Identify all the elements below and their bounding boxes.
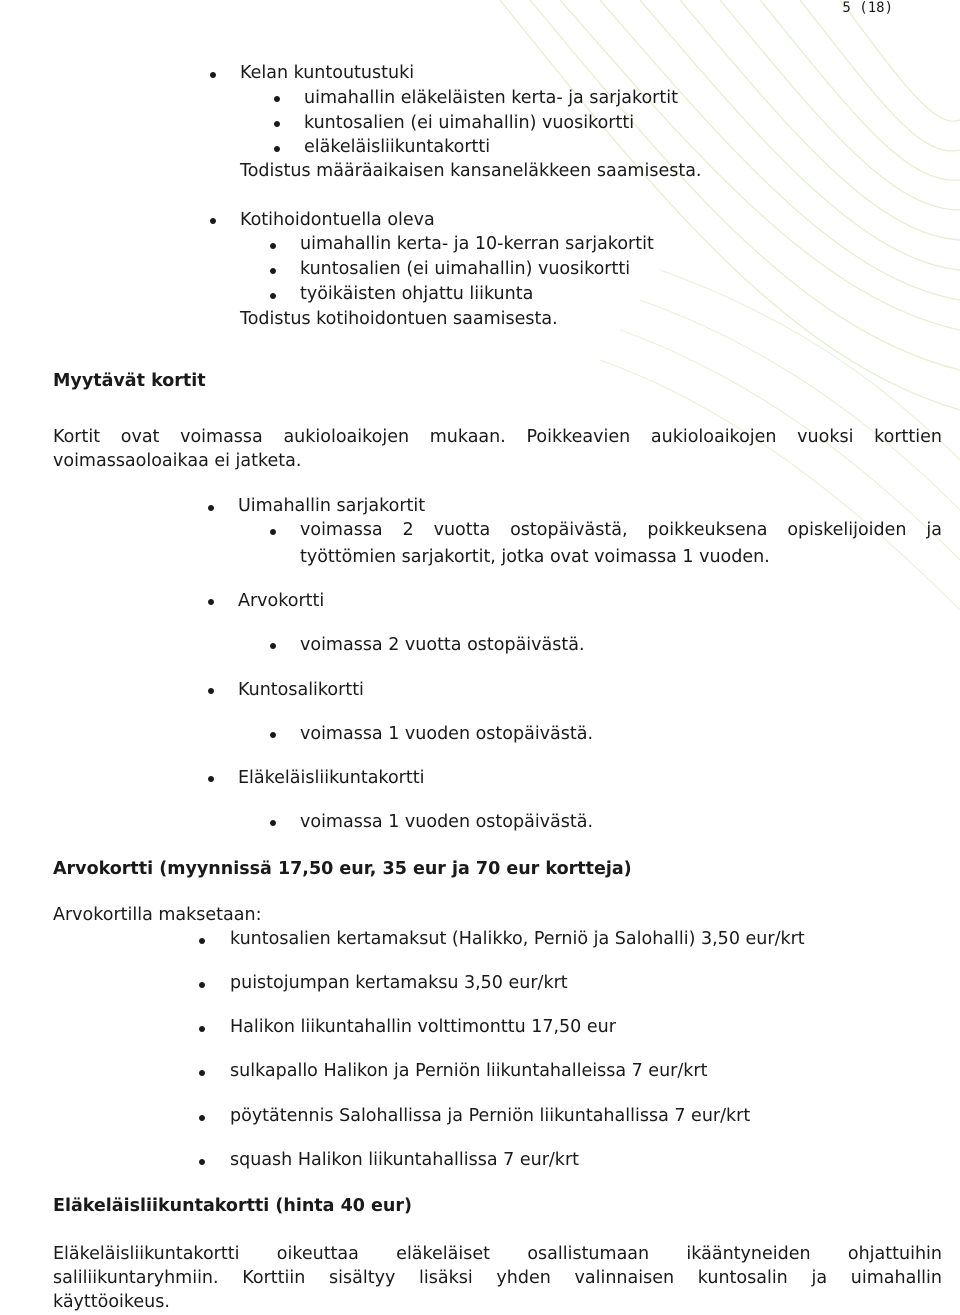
bullet-icon: [274, 96, 280, 102]
elake-item: voimassa 1 vuoden ostopäivästä.: [300, 812, 594, 832]
arvokortti-item: puistojumpan kertamaksu 3,50 eur/krt: [230, 973, 568, 993]
bullet-icon: [199, 1026, 205, 1032]
bullet-icon: [270, 643, 276, 649]
bullet-icon: [270, 268, 276, 274]
uima-line1: voimassa 2 vuotta ostopäivästä, poikkeuksena opiskelijoiden ja: [300, 520, 942, 540]
bullet-icon: [208, 505, 214, 511]
kela-note: Todistus määräaikaisen kansaneläkkeen saamisesta.: [240, 161, 702, 181]
koti-note: Todistus kotihoidontuen saamisesta.: [240, 309, 558, 329]
bullet-icon: [270, 243, 276, 249]
bullet-icon: [199, 1115, 205, 1121]
myytavat-heading: Myytävät kortit: [53, 371, 206, 391]
bullet-icon: [208, 688, 214, 694]
myytavat-intro-line2: voimassaoloaikaa ei jatketa.: [53, 451, 302, 471]
uima-title: Uimahallin sarjakortit: [238, 496, 426, 516]
bullet-icon: [270, 820, 276, 826]
kela-item-2: kuntosalien (ei uimahallin) vuosikortti: [304, 113, 635, 133]
bullet-icon: [270, 529, 276, 535]
koti-item-1: uimahallin kerta- ja 10-kerran sarjakortit: [300, 234, 654, 254]
arvokortti-item: kuntosalien kertamaksut (Halikko, Perniö ja Salohalli) 3,50 eur/krt: [230, 929, 805, 949]
bullet-icon: [199, 1159, 205, 1165]
arvo-item: voimassa 2 vuotta ostopäivästä.: [300, 635, 585, 655]
koti-item-2: kuntosalien (ei uimahallin) vuosikortti: [300, 259, 631, 279]
elakekortti-line3: käyttöoikeus.: [53, 1292, 170, 1312]
bullet-icon: [270, 732, 276, 738]
koti-item-3: työikäisten ohjattu liikunta: [300, 284, 534, 304]
bullet-icon: [199, 1070, 205, 1076]
arvokortti-item: squash Halikon liikuntahallissa 7 eur/krt: [230, 1150, 580, 1170]
kela-item-1: uimahallin eläkeläisten kerta- ja sarjakortit: [304, 88, 678, 108]
arvokortti-item: sulkapallo Halikon ja Perniön liikuntahalleissa 7 eur/krt: [230, 1061, 708, 1081]
arvokortti-item: Halikon liikuntahallin volttimonttu 17,50 eur: [230, 1017, 616, 1037]
bullet-icon: [208, 599, 214, 605]
elakekortti-heading: Eläkeläisliikuntakortti (hinta 40 eur): [53, 1196, 412, 1216]
elakekortti-line2: saliliikuntaryhmiin. Korttiin sisältyy lisäksi yhden valinnaisen kuntosalin ja uimahallin: [53, 1268, 942, 1288]
elake-title: Eläkeläisliikuntakortti: [238, 768, 425, 788]
bullet-icon: [270, 293, 276, 299]
bullet-icon: [274, 121, 280, 127]
bullet-icon: [208, 776, 214, 782]
elakekortti-line1: Eläkeläisliikuntakortti oikeuttaa eläkeläiset osallistumaan ikääntyneiden ohjattuihin: [53, 1244, 942, 1264]
kela-item-3: eläkeläisliikuntakortti: [304, 137, 491, 157]
arvokortti-intro: Arvokortilla maksetaan:: [53, 905, 262, 925]
page-number: 5 (18): [842, 0, 893, 16]
myytavat-intro-line1: Kortit ovat voimassa aukioloaikojen mukaan. Poikkeavien aukioloaikojen vuoksi korttien: [53, 427, 942, 447]
bullet-icon: [199, 938, 205, 944]
bullet-icon: [274, 146, 280, 152]
bullet-icon: [210, 72, 216, 78]
uima-line2: työttömien sarjakortit, jotka ovat voimassa 1 vuoden.: [300, 547, 770, 567]
arvokortti-heading: Arvokortti (myynnissä 17,50 eur, 35 eur ja 70 eur kortteja): [53, 859, 632, 879]
kela-title: Kelan kuntoutustuki: [240, 63, 415, 83]
bullet-icon: [199, 982, 205, 988]
arvokortti-item: pöytätennis Salohallissa ja Perniön liikuntahallissa 7 eur/krt: [230, 1106, 751, 1126]
bullet-icon: [210, 218, 216, 224]
koti-title: Kotihoidontuella oleva: [240, 210, 435, 230]
kunto-item: voimassa 1 vuoden ostopäivästä.: [300, 724, 594, 744]
arvo-title: Arvokortti: [238, 591, 325, 611]
kunto-title: Kuntosalikortti: [238, 680, 364, 700]
